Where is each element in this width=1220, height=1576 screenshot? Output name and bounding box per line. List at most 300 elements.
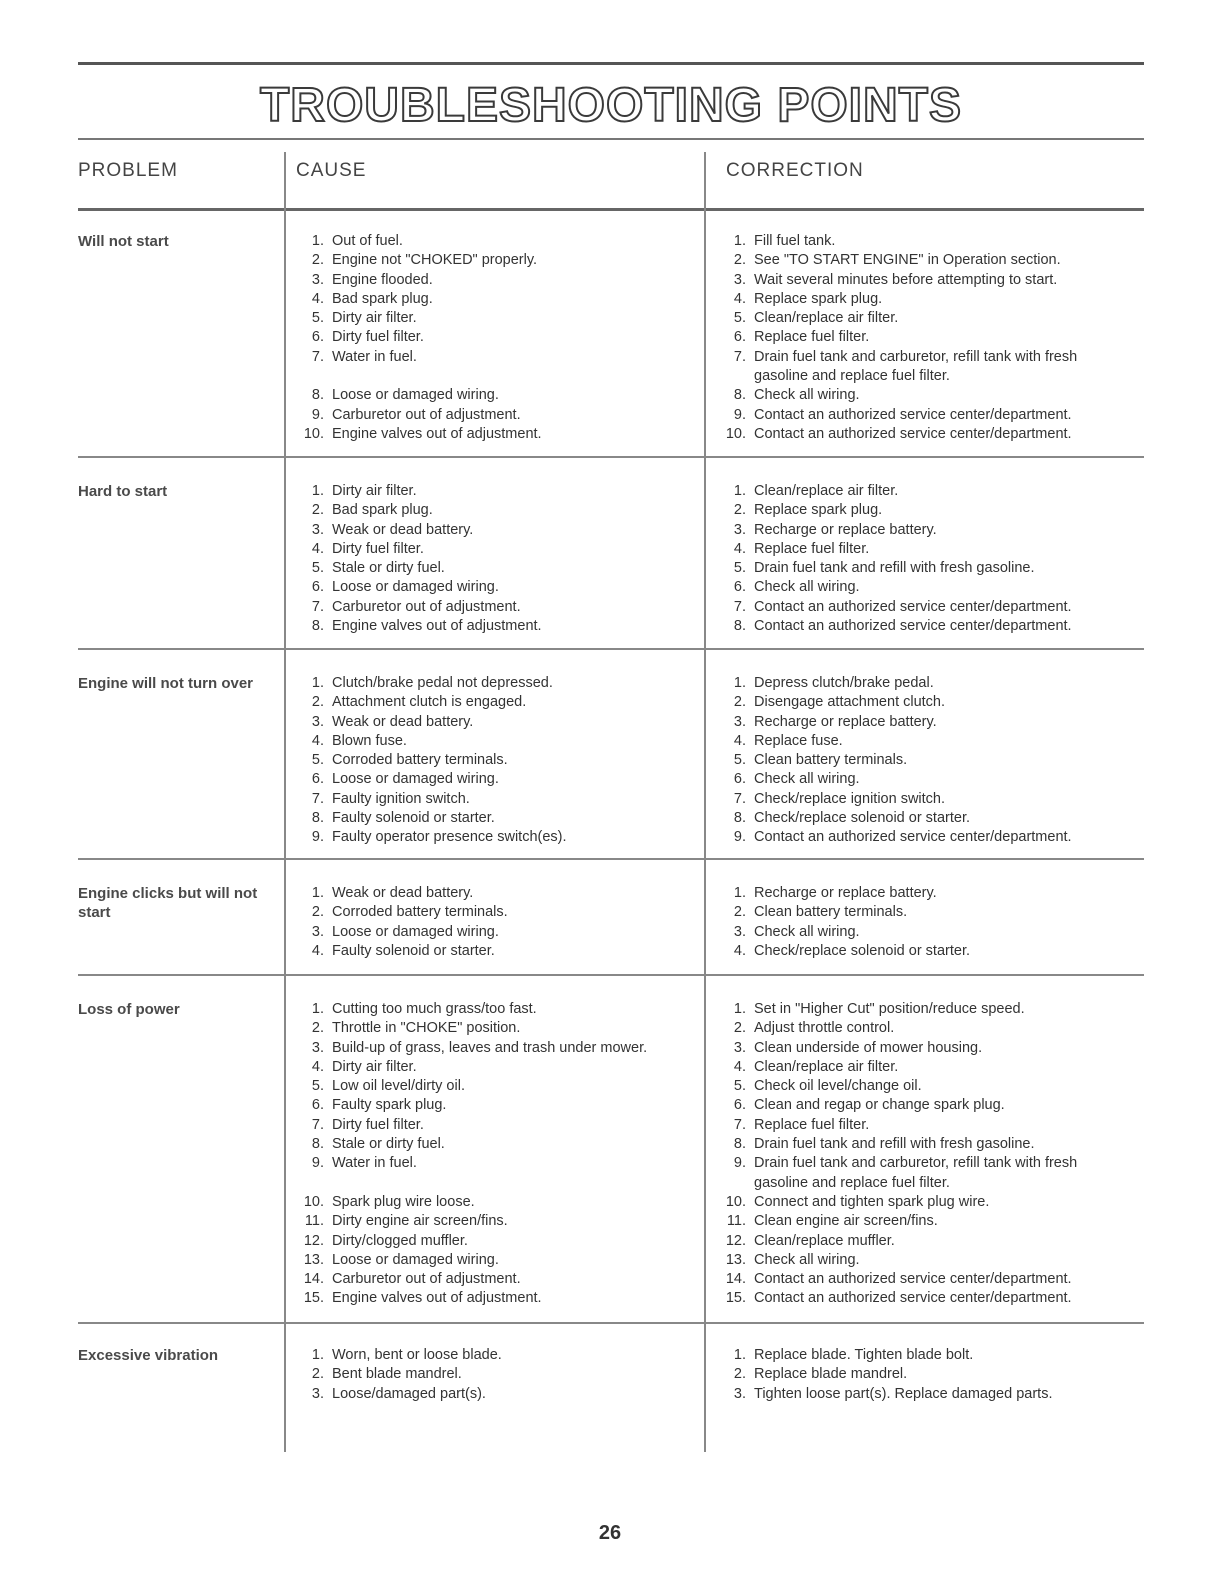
item-number: 3. (733, 1385, 746, 1402)
item-text: Weak or dead battery. (332, 521, 474, 538)
item-number: 1. (733, 483, 746, 499)
correction-item (708, 884, 1128, 903)
item-text: Bad spark plug. (332, 290, 433, 307)
cause-item (286, 1212, 696, 1231)
item-text: Carburetor out of adjustment. (332, 406, 521, 423)
item-text: Drain fuel tank and carburetor, refill tank with fresh gasoline and replace fuel filter. (754, 1155, 1078, 1191)
item-number: 1. (733, 675, 746, 691)
item-text: Check all wiring. (754, 1251, 860, 1268)
cause-item (286, 1000, 696, 1019)
item-text: Contact an authorized service center/department. (754, 829, 1072, 846)
item-number: 10. (303, 425, 324, 442)
header-problem: PROBLEM (78, 160, 178, 181)
item-text: Bad spark plug. (332, 502, 433, 519)
item-text: Loose/damaged part(s). (332, 1385, 486, 1402)
correction-item (708, 521, 1128, 540)
cause-item (286, 617, 696, 636)
item-text: Dirty air filter. (332, 310, 417, 327)
item-text: Dirty engine air screen/fins. (332, 1213, 508, 1230)
cause-item (286, 1135, 696, 1154)
cause-item (286, 923, 696, 942)
item-text: Drain fuel tank and refill with fresh gasoline. (754, 560, 1035, 577)
item-text: Depress clutch/brake pedal. (754, 675, 934, 691)
item-text: Engine valves out of adjustment. (332, 425, 542, 442)
item-number: 5. (311, 752, 324, 769)
item-text: Clean/replace muffler. (754, 1232, 895, 1249)
correction-item (708, 1289, 1128, 1308)
item-text: Engine valves out of adjustment. (332, 1290, 542, 1307)
item-number: 4. (733, 942, 746, 959)
item-text: Check/replace ignition switch. (754, 790, 946, 807)
correction-list (708, 482, 1128, 636)
item-text: Water in fuel. (332, 348, 417, 365)
item-text: Recharge or replace battery. (754, 521, 937, 538)
item-text: Loose or damaged wiring. (332, 387, 499, 404)
item-text: Out of fuel. (332, 233, 403, 249)
item-text: Check all wiring. (754, 771, 860, 788)
item-number: 15. (303, 1290, 324, 1307)
item-text: Loose or damaged wiring. (332, 771, 499, 788)
item-text: Blown fuse. (332, 732, 407, 749)
item-number: 6. (733, 329, 746, 346)
item-number: 10. (303, 1193, 324, 1210)
item-number: 2. (733, 1020, 746, 1037)
item-text: Clean/replace air filter. (754, 1058, 899, 1075)
item-number: 7. (311, 348, 324, 365)
cause-item (286, 1077, 696, 1096)
item-number: 2. (733, 1366, 746, 1383)
header-rule (78, 208, 1144, 211)
cause-item (286, 1193, 696, 1212)
correction-item (708, 1193, 1128, 1212)
item-text: Connect and tighten spark plug wire. (754, 1193, 990, 1210)
item-number: 2. (733, 252, 746, 269)
item-number: 4. (733, 290, 746, 307)
correction-item (708, 1270, 1128, 1289)
correction-item (708, 406, 1128, 425)
item-text: Contact an authorized service center/department. (754, 598, 1072, 615)
item-text: Corroded battery terminals. (332, 752, 508, 769)
item-number: 9. (311, 829, 324, 846)
item-number: 14. (303, 1271, 324, 1288)
item-number: 7. (733, 348, 746, 365)
cause-item (286, 309, 696, 328)
item-text: Clean and regap or change spark plug. (754, 1097, 1005, 1114)
item-text: Faulty ignition switch. (332, 790, 470, 807)
item-number: 3. (733, 923, 746, 940)
correction-item (708, 232, 1128, 251)
item-number: 3. (311, 271, 324, 288)
item-number: 4. (311, 942, 324, 959)
item-number: 11. (726, 1213, 746, 1230)
problem-label: Loss of power (78, 1001, 180, 1018)
item-text: Drain fuel tank and refill with fresh gasoline. (754, 1136, 1035, 1153)
cause-item (286, 1289, 696, 1308)
item-text: Tighten loose part(s). Replace damaged parts. (754, 1385, 1053, 1402)
item-number: 7. (733, 790, 746, 807)
correction-item (708, 1385, 1128, 1404)
item-text: Carburetor out of adjustment. (332, 598, 521, 615)
cause-list (286, 1000, 696, 1309)
item-number: 4. (733, 540, 746, 557)
cause-list (286, 232, 696, 444)
item-number: 1. (311, 885, 324, 901)
item-text: Dirty air filter. (332, 1058, 417, 1075)
item-number: 7. (311, 598, 324, 615)
item-number: 1. (311, 1001, 324, 1017)
problem-label: Excessive vibration (78, 1347, 219, 1364)
cause-item (286, 328, 696, 347)
item-number: 5. (733, 310, 746, 327)
cause-item (286, 559, 696, 578)
correction-item (708, 732, 1128, 751)
item-number: 2. (733, 904, 746, 921)
item-text: Replace fuel filter. (754, 329, 870, 346)
item-number: 12. (725, 1232, 746, 1249)
item-number: 15. (725, 1290, 746, 1307)
correction-item (708, 674, 1128, 693)
item-text: Fill fuel tank. (754, 233, 836, 249)
correction-list (708, 884, 1128, 961)
item-text: Check all wiring. (754, 579, 860, 596)
item-number: 6. (733, 579, 746, 596)
item-number: 9. (311, 406, 324, 423)
item-text: Adjust throttle control. (754, 1020, 895, 1037)
item-text: Worn, bent or loose blade. (332, 1347, 502, 1363)
cause-item (286, 598, 696, 617)
correction-item (708, 578, 1128, 597)
cause-item (286, 578, 696, 597)
correction-item (708, 1058, 1128, 1077)
item-text: Drain fuel tank and carburetor, refill tank with fresh gasoline and replace fuel filter. (754, 348, 1078, 385)
cause-item (286, 942, 696, 961)
cause-item (286, 386, 696, 405)
correction-item (708, 598, 1128, 617)
correction-item (708, 903, 1128, 922)
item-number: 9. (733, 829, 746, 846)
correction-list (708, 1000, 1128, 1309)
cause-list (286, 482, 696, 636)
correction-item (708, 790, 1128, 809)
item-number: 13. (303, 1251, 324, 1268)
correction-item (708, 713, 1128, 732)
page-title: TROUBLESHOOTING POINTS (259, 79, 962, 132)
item-text: Dirty/clogged muffler. (332, 1232, 468, 1249)
item-text: Faulty solenoid or starter. (332, 942, 495, 959)
item-number: 8. (311, 387, 324, 404)
correction-item (708, 1154, 1128, 1193)
item-text: Faulty solenoid or starter. (332, 810, 495, 827)
correction-item (708, 809, 1128, 828)
item-text: Dirty fuel filter. (332, 1116, 424, 1133)
item-number: 8. (733, 810, 746, 827)
item-number: 7. (733, 1116, 746, 1133)
item-number: 3. (311, 713, 324, 730)
section-divider (78, 648, 1144, 650)
item-text: Disengage attachment clutch. (754, 694, 946, 711)
header-correction: CORRECTION (726, 160, 864, 181)
item-number: 6. (311, 771, 324, 788)
cause-item (286, 1251, 696, 1270)
item-number: 3. (311, 1039, 324, 1056)
item-text: Faulty spark plug. (332, 1097, 447, 1114)
item-text: Check oil level/change oil. (754, 1078, 922, 1095)
item-number: 2. (311, 252, 324, 269)
item-number: 6. (733, 1097, 746, 1114)
item-number: 4. (311, 290, 324, 307)
item-text: Check/replace solenoid or starter. (754, 942, 970, 959)
item-text: Engine flooded. (332, 271, 433, 288)
correction-item (708, 271, 1128, 290)
correction-list (708, 674, 1128, 848)
cause-item (286, 482, 696, 501)
item-text: Faulty operator presence switch(es). (332, 829, 567, 846)
item-text: Clean/replace air filter. (754, 483, 899, 499)
item-number: 7. (311, 1116, 324, 1133)
item-text: Loose or damaged wiring. (332, 923, 499, 940)
item-text: Check all wiring. (754, 387, 860, 404)
correction-item (708, 1346, 1128, 1365)
correction-item (708, 290, 1128, 309)
correction-item (708, 559, 1128, 578)
problem-label: Engine clicks but will not start (78, 885, 258, 921)
item-number: 2. (311, 1366, 324, 1383)
item-number: 3. (733, 1039, 746, 1056)
section-divider (78, 974, 1144, 976)
item-text: Replace blade mandrel. (754, 1366, 908, 1383)
cause-item (286, 1154, 696, 1193)
correction-item (708, 348, 1128, 387)
item-number: 4. (311, 732, 324, 749)
item-number: 8. (733, 387, 746, 404)
correction-item (708, 942, 1128, 961)
item-number: 4. (311, 1058, 324, 1075)
item-text: Stale or dirty fuel. (332, 560, 445, 577)
cause-item (286, 828, 696, 847)
item-text: Carburetor out of adjustment. (332, 1271, 521, 1288)
item-text: Dirty fuel filter. (332, 540, 424, 557)
top-rule (78, 62, 1144, 65)
item-number: 1. (733, 885, 746, 901)
item-text: Contact an authorized service center/department. (754, 618, 1072, 635)
item-number: 2. (733, 502, 746, 519)
correction-item (708, 1019, 1128, 1038)
item-number: 9. (733, 406, 746, 423)
item-text: Clutch/brake pedal not depressed. (332, 675, 553, 691)
correction-item (708, 770, 1128, 789)
item-number: 9. (311, 1155, 324, 1172)
cause-item (286, 770, 696, 789)
item-number: 2. (311, 904, 324, 921)
item-number: 5. (311, 310, 324, 327)
item-text: Weak or dead battery. (332, 885, 474, 901)
item-number: 1. (311, 233, 324, 249)
cause-item (286, 1116, 696, 1135)
item-text: Loose or damaged wiring. (332, 579, 499, 596)
item-text: Replace spark plug. (754, 502, 883, 519)
cause-list (286, 884, 696, 961)
section-divider (78, 858, 1144, 860)
item-text: Spark plug wire loose. (332, 1193, 475, 1210)
item-text: Engine valves out of adjustment. (332, 618, 542, 635)
item-number: 5. (733, 1078, 746, 1095)
item-text: Replace blade. Tighten blade bolt. (754, 1347, 974, 1363)
cause-item (286, 290, 696, 309)
page-number: 26 (598, 1522, 622, 1544)
item-text: Recharge or replace battery. (754, 713, 937, 730)
item-number: 5. (311, 1078, 324, 1095)
item-text: Clean engine air screen/fins. (754, 1213, 938, 1230)
cause-item (286, 1096, 696, 1115)
cause-item (286, 1019, 696, 1038)
item-text: Contact an authorized service center/department. (754, 1290, 1072, 1307)
correction-item (708, 923, 1128, 942)
item-text: Clean battery terminals. (754, 904, 908, 921)
cause-list (286, 1346, 696, 1404)
correction-item (708, 1077, 1128, 1096)
item-number: 6. (311, 329, 324, 346)
cause-item (286, 271, 696, 290)
correction-item (708, 1000, 1128, 1019)
item-number: 8. (311, 618, 324, 635)
cause-item (286, 232, 696, 251)
cause-item (286, 425, 696, 444)
item-number: 2. (733, 694, 746, 711)
item-text: Set in "Higher Cut" position/reduce speed. (754, 1001, 1025, 1017)
item-text: Check/replace solenoid or starter. (754, 810, 970, 827)
cause-item (286, 540, 696, 559)
item-number: 3. (311, 521, 324, 538)
cause-item (286, 884, 696, 903)
item-text: Check all wiring. (754, 923, 860, 940)
cause-item (286, 809, 696, 828)
item-text: Build-up of grass, leaves and trash under mower. (332, 1039, 648, 1056)
item-text: Replace spark plug. (754, 290, 883, 307)
item-text: Recharge or replace battery. (754, 885, 937, 901)
correction-item (708, 1365, 1128, 1384)
item-number: 3. (311, 923, 324, 940)
item-number: 2. (311, 694, 324, 711)
item-number: 11. (304, 1213, 324, 1230)
problem-label: Will not start (78, 233, 169, 250)
header-cause: CAUSE (296, 160, 367, 181)
correction-item (708, 386, 1128, 405)
item-number: 12. (303, 1232, 324, 1249)
item-number: 3. (733, 713, 746, 730)
item-number: 10. (725, 425, 746, 442)
item-text: Corroded battery terminals. (332, 904, 508, 921)
item-text: Clean underside of mower housing. (754, 1039, 983, 1056)
item-number: 1. (733, 1347, 746, 1363)
item-text: Low oil level/dirty oil. (332, 1078, 465, 1095)
item-text: Loose or damaged wiring. (332, 1251, 499, 1268)
correction-item (708, 1212, 1128, 1231)
item-text: Attachment clutch is engaged. (332, 694, 527, 711)
item-text: Contact an authorized service center/department. (754, 406, 1072, 423)
correction-item (708, 328, 1128, 347)
correction-item (708, 1039, 1128, 1058)
cause-item (286, 1365, 696, 1384)
item-number: 10. (725, 1193, 746, 1210)
item-number: 1. (311, 1347, 324, 1363)
item-text: Dirty fuel filter. (332, 329, 424, 346)
cause-item (286, 406, 696, 425)
item-text: Cutting too much grass/too fast. (332, 1001, 537, 1017)
item-text: See "TO START ENGINE" in Operation section. (754, 252, 1061, 269)
correction-item (708, 309, 1128, 328)
cause-item (286, 693, 696, 712)
item-number: 4. (733, 732, 746, 749)
cause-item (286, 501, 696, 520)
problem-label: Engine will not turn over (78, 675, 254, 692)
section-divider (78, 1322, 1144, 1324)
item-number: 13. (725, 1251, 746, 1268)
correction-item (708, 425, 1128, 444)
item-text: Clean/replace air filter. (754, 310, 899, 327)
correction-item (708, 251, 1128, 270)
item-number: 3. (733, 521, 746, 538)
correction-item (708, 828, 1128, 847)
item-text: Replace fuel filter. (754, 1116, 870, 1133)
item-text: Contact an authorized service center/department. (754, 425, 1072, 442)
correction-item (708, 482, 1128, 501)
problem-label: Hard to start (78, 483, 168, 500)
item-number: 1. (311, 483, 324, 499)
item-text: Contact an authorized service center/department. (754, 1271, 1072, 1288)
item-number: 6. (311, 1097, 324, 1114)
item-number: 7. (733, 598, 746, 615)
correction-item (708, 1232, 1128, 1251)
item-text: Wait several minutes before attempting to start. (754, 271, 1058, 288)
item-text: Bent blade mandrel. (332, 1366, 462, 1383)
correction-item (708, 617, 1128, 636)
item-text: Replace fuse. (754, 732, 843, 749)
item-number: 4. (311, 540, 324, 557)
cause-item (286, 790, 696, 809)
cause-item (286, 1039, 696, 1058)
correction-list (708, 1346, 1128, 1404)
item-text: Throttle in "CHOKE" position. (332, 1020, 521, 1037)
item-number: 5. (311, 560, 324, 577)
item-number: 8. (311, 1136, 324, 1153)
cause-item (286, 348, 696, 387)
item-number: 2. (311, 1020, 324, 1037)
item-text: Water in fuel. (332, 1155, 417, 1172)
correction-list (708, 232, 1128, 444)
item-number: 14. (725, 1271, 746, 1288)
cause-item (286, 732, 696, 751)
cause-item (286, 1058, 696, 1077)
cause-item (286, 1232, 696, 1251)
item-text: Engine not "CHOKED" properly. (332, 252, 538, 269)
item-number: 7. (311, 790, 324, 807)
correction-item (708, 1116, 1128, 1135)
item-text: Clean battery terminals. (754, 752, 908, 769)
cause-item (286, 521, 696, 540)
correction-item (708, 693, 1128, 712)
item-number: 6. (733, 771, 746, 788)
item-number: 9. (733, 1155, 746, 1172)
item-number: 3. (311, 1385, 324, 1402)
item-number: 5. (733, 752, 746, 769)
item-number: 4. (733, 1058, 746, 1075)
column-divider-correction (704, 152, 706, 1452)
item-number: 8. (733, 1136, 746, 1153)
cause-item (286, 903, 696, 922)
cause-item (286, 751, 696, 770)
item-number: 8. (311, 810, 324, 827)
cause-item (286, 713, 696, 732)
